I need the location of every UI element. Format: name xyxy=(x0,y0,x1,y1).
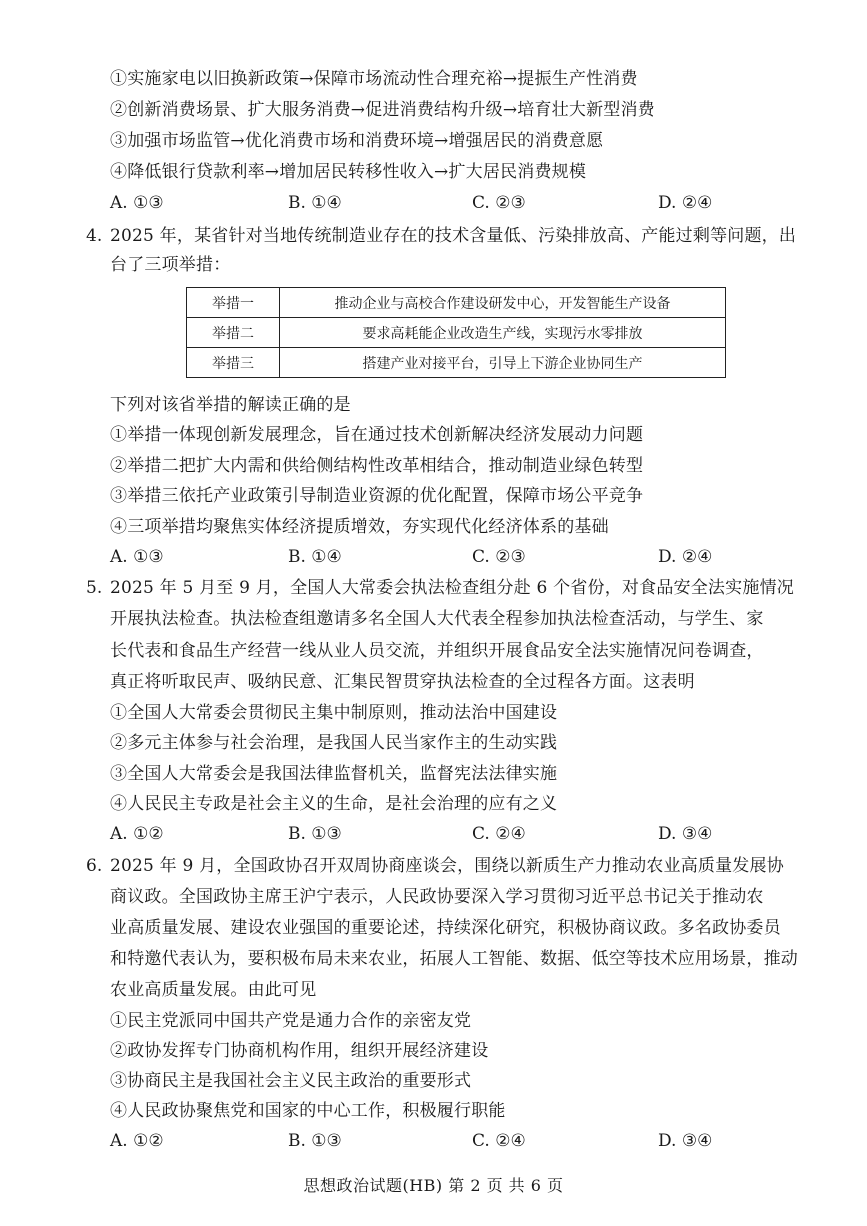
q3-statement-2: ②创新消费场景、扩大服务消费→促进消费结构升级→培育壮大新型消费 xyxy=(110,100,655,120)
q6-statement-3: ③协商民主是我国社会主义民主政治的重要形式 xyxy=(110,1071,472,1091)
table-cell-text: 搭建产业对接平台，引导上下游企业协同生产 xyxy=(280,348,726,378)
table-cell-label: 举措二 xyxy=(187,318,280,348)
table-cell-label: 举措一 xyxy=(187,288,280,318)
page-footer: 思想政治试题(HB) 第 2 页 共 6 页 xyxy=(303,1176,564,1195)
q3-statement-3: ③加强市场监管→优化消费市场和消费环境→增强居民的消费意愿 xyxy=(110,131,604,151)
table-row xyxy=(187,288,726,318)
q6-statement-2: ②政协发挥专门协商机构作用，组织开展经济建设 xyxy=(110,1041,489,1061)
q6-statement-1: ①民主党派同中国共产党是通力合作的亲密友党 xyxy=(110,1011,472,1031)
q5-option-d[interactable]: D. ③④ xyxy=(658,824,713,844)
q3-statement-1: ①实施家电以旧换新政策→保障市场流动性合理充裕→提振生产性消费 xyxy=(110,69,638,89)
table-cell-text: 要求高耗能企业改造生产线，实现污水零排放 xyxy=(280,318,726,348)
q6-option-c[interactable]: C. ②④ xyxy=(472,1131,526,1151)
q6-stem-line-4: 和特邀代表认为，要积极布局未来农业，拓展人工智能、数据、低空等技术应用场景，推动 xyxy=(110,949,798,969)
q6-number: 6. xyxy=(86,856,103,876)
q5-statement-3: ③全国人大常委会是我国法律监督机关，监督宪法法律实施 xyxy=(110,764,558,784)
q4-statement-2: ②举措二把扩大内需和供给侧结构性改革相结合，推动制造业绿色转型 xyxy=(110,456,644,476)
q6-stem-line-1: 2025 年 9 月，全国政协召开双周协商座谈会，围绕以新质生产力推动农业高质量发展协 xyxy=(110,856,784,876)
q5-stem-line-2: 开展执法检查。执法检查组邀请多名全国人大代表全程参加执法检查活动，与学生、家 xyxy=(110,609,764,629)
q4-stem-line-1: 2025 年，某省针对当地传统制造业存在的技术含量低、污染排放高、产能过剩等问题，出 xyxy=(110,226,797,246)
q3-option-b[interactable]: B. ①④ xyxy=(288,193,342,213)
q4-option-d[interactable]: D. ②④ xyxy=(658,547,713,567)
q5-option-c[interactable]: C. ②④ xyxy=(472,824,526,844)
q3-statement-4: ④降低银行贷款利率→增加居民转移性收入→扩大居民消费规模 xyxy=(110,162,587,182)
q6-option-b[interactable]: B. ①③ xyxy=(288,1131,342,1151)
q4-statement-3: ③举措三依托产业政策引导制造业资源的优化配置，保障市场公平竞争 xyxy=(110,486,644,506)
q4-question: 下列对该省举措的解读正确的是 xyxy=(110,395,351,415)
q5-option-b[interactable]: B. ①③ xyxy=(288,824,342,844)
q4-option-c[interactable]: C. ②③ xyxy=(472,547,526,567)
q3-option-a[interactable]: A. ①③ xyxy=(110,193,164,213)
q4-measures-table xyxy=(186,287,726,378)
q4-option-a[interactable]: A. ①③ xyxy=(110,547,164,567)
q5-stem-line-1: 2025 年 5 月至 9 月，全国人大常委会执法检查组分赴 6 个省份，对食品安全法实施情况 xyxy=(110,578,794,598)
q6-stem-line-2: 商议政。全国政协主席王沪宁表示，人民政协要深入学习贯彻习近平总书记关于推动农 xyxy=(110,887,764,907)
q5-statement-4: ④人民民主专政是社会主义的生命，是社会治理的应有之义 xyxy=(110,794,558,814)
q5-number: 5. xyxy=(86,578,103,598)
q6-option-a[interactable]: A. ①② xyxy=(110,1131,164,1151)
q5-option-a[interactable]: A. ①② xyxy=(110,824,164,844)
q4-stem-line-2: 台了三项举措： xyxy=(110,255,231,275)
table-row xyxy=(187,318,726,348)
q5-statement-1: ①全国人大常委会贯彻民主集中制原则，推动法治中国建设 xyxy=(110,703,558,723)
q3-option-d[interactable]: D. ②④ xyxy=(658,193,713,213)
q5-stem-line-4: 真正将听取民声、吸纳民意、汇集民智贯穿执法检查的全过程各方面。这表明 xyxy=(110,672,695,692)
q6-stem-line-3: 业高质量发展、建设农业强国的重要论述，持续深化研究，积极协商议政。多名政协委员 xyxy=(110,918,781,938)
q5-stem-line-3: 长代表和食品生产经营一线从业人员交流，并组织开展食品安全法实施情况问卷调查， xyxy=(110,641,764,661)
q6-option-d[interactable]: D. ③④ xyxy=(658,1131,713,1151)
q6-statement-4: ④人民政协聚焦党和国家的中心工作，积极履行职能 xyxy=(110,1101,506,1121)
q4-option-b[interactable]: B. ①④ xyxy=(288,547,342,567)
q4-number: 4. xyxy=(86,226,103,246)
table-cell-label: 举措三 xyxy=(187,348,280,378)
table-cell-text: 推动企业与高校合作建设研发中心，开发智能生产设备 xyxy=(280,288,726,318)
q4-statement-4: ④三项举措均聚焦实体经济提质增效，夯实现代化经济体系的基础 xyxy=(110,517,609,537)
q4-statement-1: ①举措一体现创新发展理念，旨在通过技术创新解决经济发展动力问题 xyxy=(110,425,644,445)
q5-statement-2: ②多元主体参与社会治理，是我国人民当家作主的生动实践 xyxy=(110,733,558,753)
q6-stem-line-5: 农业高质量发展。由此可见 xyxy=(110,980,317,1000)
table-row xyxy=(187,348,726,378)
q3-option-c[interactable]: C. ②③ xyxy=(472,193,526,213)
